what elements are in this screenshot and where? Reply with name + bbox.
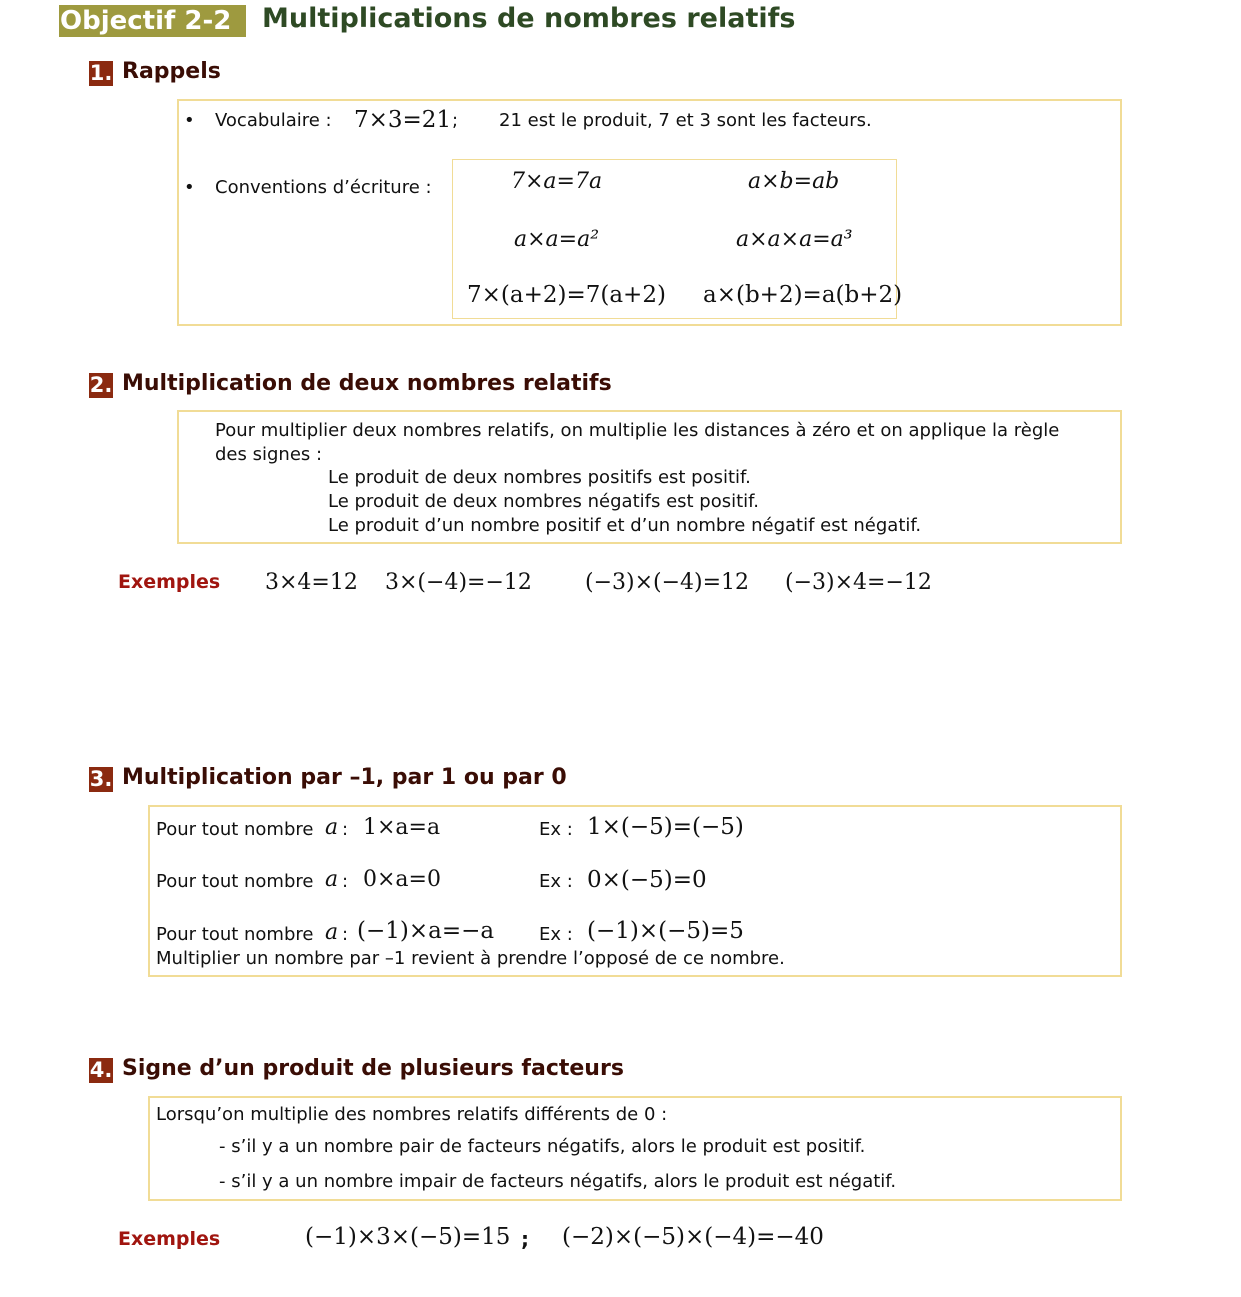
- convention-formula: a×(b+2)=a(b+2): [703, 282, 903, 308]
- section-1-title: Rappels: [122, 59, 221, 84]
- objective-badge: Objectif 2-2: [59, 5, 246, 37]
- rule-formula: (−1)×a=−a: [357, 918, 495, 944]
- example-separator: ;: [521, 1227, 529, 1251]
- section-3-title: Multiplication par –1, par 1 ou par 0: [122, 765, 567, 790]
- section-4-number: 4.: [89, 1058, 113, 1082]
- rule-label: Pour tout nombre: [156, 871, 314, 892]
- convention-formula: 7×(a+2)=7(a+2): [467, 282, 666, 308]
- sign-product-rule: - s’il y a un nombre pair de facteurs négatifs, alors le produit est positif.: [219, 1136, 866, 1157]
- section-2-number: 2.: [89, 373, 113, 397]
- rule-label: Pour tout nombre: [156, 924, 314, 945]
- ex-label: Ex :: [539, 924, 573, 945]
- example-formula: (−1)×3×(−5)=15: [305, 1224, 511, 1250]
- sign-rule: Le produit de deux nombres positifs est positif.: [328, 467, 751, 488]
- ex-formula: 0×(−5)=0: [587, 867, 707, 893]
- colon: :: [342, 871, 349, 892]
- convention-formula: a×a×a=a³: [736, 227, 853, 252]
- vocab-formula: 7×3=21: [354, 107, 452, 133]
- vocab-text: 21 est le produit, 7 et 3 sont les facteurs.: [499, 110, 872, 131]
- variable: a: [325, 920, 339, 945]
- bullet: •: [184, 177, 195, 198]
- example-formula: (−2)×(−5)×(−4)=−40: [562, 1224, 824, 1250]
- convention-formula: a×a=a²: [514, 227, 600, 252]
- rule-formula: 0×a=0: [363, 867, 441, 892]
- sign-rule: Le produit de deux nombres négatifs est positif.: [328, 491, 759, 512]
- ex-formula: (−1)×(−5)=5: [587, 918, 744, 944]
- page-title: Multiplications de nombres relatifs: [262, 3, 796, 34]
- convention-formula: 7×a=7a: [511, 169, 603, 194]
- colon: :: [342, 924, 349, 945]
- section-3-number: 3.: [89, 767, 113, 791]
- sign-product-intro: Lorsqu’on multiplie des nombres relatifs différents de 0 :: [156, 1104, 668, 1125]
- rule-formula: 1×a=a: [363, 815, 441, 840]
- section-1-number: 1.: [89, 61, 113, 85]
- rule-intro: des signes :: [215, 444, 323, 465]
- variable: a: [325, 815, 339, 840]
- example-formula: (−3)×(−4)=12: [585, 570, 750, 595]
- sign-rule: Le produit d’un nombre positif et d’un nombre négatif est négatif.: [328, 515, 922, 536]
- colon: :: [342, 819, 349, 840]
- rule-intro: Pour multiplier deux nombres relatifs, on multiplie les distances à zéro et on applique la règle: [215, 420, 1060, 441]
- convention-formula: a×b=ab: [748, 169, 840, 194]
- conventions-label: Conventions d’écriture :: [215, 177, 432, 198]
- sign-product-rule: - s’il y a un nombre impair de facteurs négatifs, alors le produit est négatif.: [219, 1171, 897, 1192]
- ex-label: Ex :: [539, 819, 573, 840]
- section-4-title: Signe d’un produit de plusieurs facteurs: [122, 1056, 624, 1081]
- ex-label: Ex :: [539, 871, 573, 892]
- example-formula: 3×(−4)=−12: [385, 570, 532, 595]
- variable: a: [325, 867, 339, 892]
- section-2-title: Multiplication de deux nombres relatifs: [122, 371, 612, 396]
- examples-label: Exemples: [118, 571, 221, 593]
- example-formula: 3×4=12: [265, 570, 358, 595]
- opposite-note: Multiplier un nombre par –1 revient à prendre l’opposé de ce nombre.: [156, 948, 785, 969]
- ex-formula: 1×(−5)=(−5): [587, 814, 744, 840]
- bullet: •: [184, 110, 195, 131]
- vocab-separator: ;: [452, 110, 459, 131]
- example-formula: (−3)×4=−12: [785, 570, 932, 595]
- vocab-label: Vocabulaire :: [215, 110, 332, 131]
- examples-label: Exemples: [118, 1228, 221, 1250]
- rule-label: Pour tout nombre: [156, 819, 314, 840]
